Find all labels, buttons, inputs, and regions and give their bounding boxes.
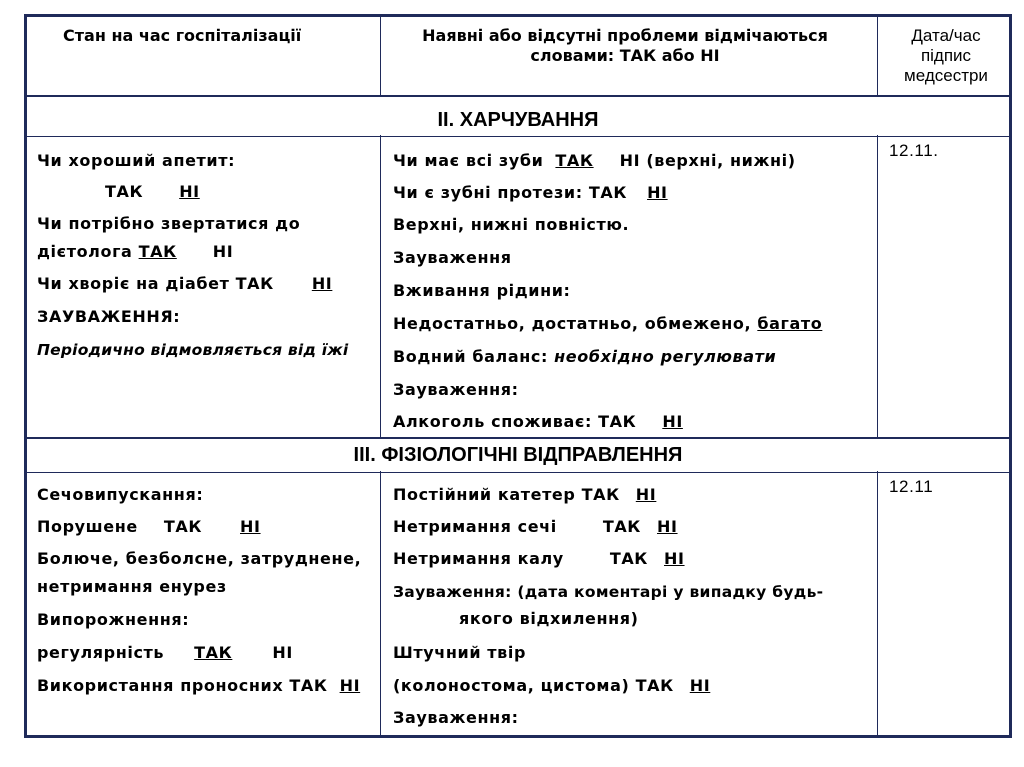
fluids-options: [393, 314, 822, 334]
urine-yes: ТАК: [602, 517, 641, 536]
stoma-notes: Зауваження:: [393, 708, 519, 727]
row-divider-section3-title: [27, 472, 1009, 473]
appetite-question: Чи хороший апетит:: [37, 151, 236, 170]
section3-title: ІІІ. ФІЗІОЛОГІЧНІ ВІДПРАВЛЕННЯ: [353, 444, 683, 466]
regularity-yes: ТАК: [194, 643, 233, 662]
regularity-no: НІ: [272, 643, 293, 662]
water-balance: [393, 347, 776, 367]
painful-line2: нетримання енурез: [37, 577, 227, 596]
dietitian-yes: ТАК: [138, 242, 177, 261]
urination-label: Сечовипускання:: [37, 485, 204, 504]
urine-incontinence: [393, 517, 678, 537]
nursing-assessment-table: [24, 14, 1012, 738]
diabetes-label: Чи хворіє на діабет ТАК: [37, 274, 274, 293]
row-divider-section2-title: [27, 136, 1009, 137]
fluids-notes: Зауваження:: [393, 380, 519, 399]
impaired-question: [37, 517, 261, 537]
dietitian-no: НІ: [212, 242, 234, 261]
stoma-question: [393, 676, 710, 696]
section3-date: 12.11: [889, 477, 934, 496]
notes-value: Періодично відмовляється від їжі: [37, 341, 349, 359]
dentures-question: [393, 183, 668, 203]
header-col3-line2: підпис: [920, 46, 972, 65]
fluids-label: Вживання рідини:: [393, 281, 571, 300]
stool-no: НІ: [664, 549, 685, 568]
dentures-no: НІ: [647, 183, 668, 202]
appetite-yes: ТАК: [105, 182, 144, 201]
impaired-no: НІ: [240, 517, 261, 536]
regularity-label: регулярність: [37, 643, 165, 662]
fluids-options-text: Недостатньо, достатньо, обмежено,: [393, 314, 752, 333]
header-col2-line2: словами: ТАК або НІ: [530, 46, 720, 65]
header-col3: [879, 26, 1013, 86]
catheter-question: [393, 485, 656, 505]
physio-notes-line1: Зауваження: (дата коментарі у випадку будь-: [393, 583, 824, 601]
water-value: необхідно регулювати: [554, 347, 777, 366]
section2-date: 12.11.: [889, 141, 939, 160]
fluids-selected: багато: [757, 314, 823, 333]
catheter-no: НІ: [635, 485, 657, 504]
painful-line1: Болюче, безболсне, затруднене,: [37, 549, 362, 568]
teeth-label: Чи має всі зуби: [393, 151, 544, 170]
water-label: Водний баланс:: [393, 347, 548, 366]
header-col2: [393, 26, 857, 66]
alcohol-question: [393, 412, 683, 432]
notes-label: ЗАУВАЖЕННЯ:: [37, 307, 181, 326]
impaired-label: Порушене: [37, 517, 138, 536]
stoma-no: НІ: [689, 676, 711, 695]
stool-yes: ТАК: [609, 549, 648, 568]
stool-incontinence: [393, 549, 685, 569]
header-col1: Стан на час госпіталізації: [63, 26, 302, 45]
regularity-question: [37, 643, 293, 663]
urine-incontinence-label: Нетримання сечі: [393, 517, 557, 536]
section2-title: ІІ. ХАРЧУВАННЯ: [437, 109, 599, 131]
urine-no: НІ: [657, 517, 678, 536]
defecation-label: Випорожнення:: [37, 610, 190, 629]
dietitian-label: дієтолога: [37, 242, 133, 261]
laxatives-label: Використання проносних ТАК: [37, 676, 328, 695]
impaired-yes: ТАК: [163, 517, 203, 536]
stool-incontinence-label: Нетримання калу: [393, 549, 564, 568]
catheter-label: Постійний катетер ТАК: [393, 485, 620, 504]
diabetes-no: НІ: [311, 274, 333, 293]
header-col3-line3: медсестри: [904, 66, 988, 85]
header-col3-line1: Дата/час: [911, 26, 981, 45]
teeth-yes: ТАК: [555, 151, 594, 170]
diabetes-question: [37, 274, 332, 294]
physio-notes-line2: якого відхилення): [459, 609, 639, 628]
teeth-question: [393, 151, 796, 171]
dietitian-question-line2: [37, 242, 233, 262]
laxatives-no: НІ: [339, 676, 361, 695]
dentures-label: Чи є зубні протези: ТАК: [393, 183, 628, 202]
alcohol-no: НІ: [662, 412, 683, 431]
dentures-detail: Верхні, нижні повністю.: [393, 215, 630, 234]
laxatives-question: [37, 676, 360, 696]
header-col2-line1: Наявні або відсутні проблеми відмічаються: [422, 26, 828, 45]
stoma-label: Штучний твір: [393, 643, 527, 662]
alcohol-label: Алкоголь споживає: ТАК: [393, 412, 637, 431]
stoma-types: (колоностома, цистома) ТАК: [393, 676, 674, 695]
appetite-no: НІ: [179, 182, 200, 201]
teeth-no: НІ (верхні, нижні): [619, 151, 796, 170]
appetite-answer: [105, 182, 200, 202]
teeth-notes: Зауваження: [393, 248, 512, 267]
dietitian-question-line1: Чи потрібно звертатися до: [37, 214, 301, 233]
